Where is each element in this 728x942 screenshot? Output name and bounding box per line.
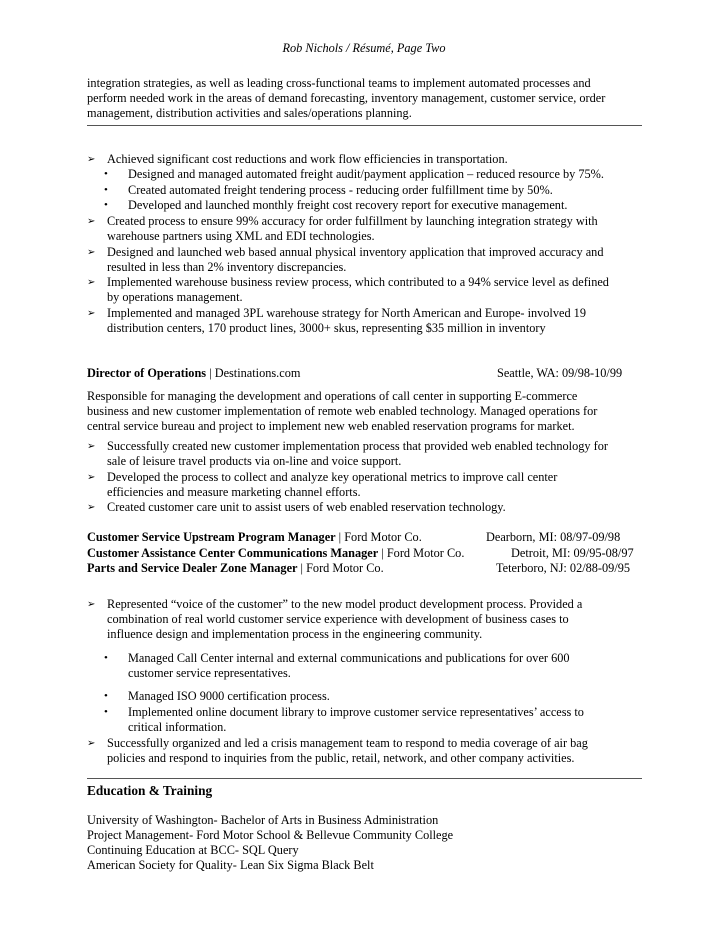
achievement-item: Achieved significant cost reductions and work flow efficiencies in transportation.	[107, 152, 508, 166]
education-item: American Society for Quality- Lean Six Sigma Black Belt	[87, 858, 374, 872]
job-location-dates: Seattle, WA: 09/98-10/99	[497, 366, 623, 380]
job-title: Customer Assistance Center Communications Manager	[87, 546, 379, 560]
achievement-item: Designed and launched web based annual physical inventory application that improved accuracy and	[107, 245, 604, 259]
job-location-dates: Detroit, MI: 09/95-08/97	[511, 546, 634, 560]
job-company: | Ford Motor Co.	[378, 546, 465, 560]
achievement-item-cont: warehouse partners using XML and EDI technologies.	[107, 229, 375, 243]
job-title: Customer Service Upstream Program Manager	[87, 530, 336, 544]
arrow-bullet-icon: ➢	[87, 247, 96, 258]
job-subbullet-cont: critical information.	[128, 720, 227, 734]
arrow-bullet-icon: ➢	[87, 738, 96, 749]
job-title: Director of Operations	[87, 366, 207, 380]
achievement-subitem: Designed and managed automated freight audit/payment application – reduced resource by 75%.	[128, 167, 604, 181]
job-company: | Ford Motor Co.	[297, 561, 384, 575]
job-bullet: Successfully created new customer implementation process that provided web enabled technology for	[107, 439, 608, 453]
job-heading	[87, 530, 422, 545]
job-bullet-cont: sale of leisure travel products via on-line and voice support.	[107, 454, 402, 468]
job-description: central service bureau and project to implement new web enabled reservation programs for market.	[87, 419, 575, 433]
job-heading	[87, 366, 300, 381]
job-subbullet: Managed Call Center internal and external communications and publications for over 600	[128, 651, 570, 665]
arrow-bullet-icon: ➢	[87, 599, 96, 610]
arrow-bullet-icon: ➢	[87, 154, 96, 165]
education-item: Continuing Education at BCC- SQL Query	[87, 843, 299, 857]
bullet-icon: •	[104, 652, 108, 664]
arrow-bullet-icon: ➢	[87, 472, 96, 483]
arrow-bullet-icon: ➢	[87, 216, 96, 227]
job-description: Responsible for managing the development and operations of call center in supporting E-commerce	[87, 389, 578, 403]
job-description: business and new customer implementation of remote web enabled technology. Managed operations for	[87, 404, 598, 418]
job-subbullet-cont: customer service representatives.	[128, 666, 291, 680]
job-bullet-cont: policies and respond to inquiries from the public, retail, network, and other company activities.	[107, 751, 575, 765]
job-location-dates: Teterboro, NJ: 02/88-09/95	[496, 561, 631, 575]
job-heading	[87, 561, 384, 576]
intro-line: perform needed work in the areas of demand forecasting, inventory management, customer service, order	[87, 91, 606, 105]
job-company: | Ford Motor Co.	[335, 530, 422, 544]
job-title: Parts and Service Dealer Zone Manager	[87, 561, 298, 575]
section-title-education: Education & Training	[87, 783, 213, 798]
achievement-subitem: Created automated freight tendering process - reducing order fulfillment time by 50%.	[128, 183, 553, 197]
job-bullet: Developed the process to collect and analyze key operational metrics to improve call center	[107, 470, 558, 484]
bullet-icon: •	[104, 199, 108, 211]
job-company: | Destinations.com	[206, 366, 301, 380]
intro-line: management, distribution activities and sales/operations planning.	[87, 106, 412, 120]
achievement-item-cont: resulted in less than 2% inventory discrepancies.	[107, 260, 347, 274]
achievement-item: Created process to ensure 99% accuracy for order fulfillment by launching integration strategy with	[107, 214, 598, 228]
achievement-item-cont: by operations management.	[107, 290, 243, 304]
bullet-icon: •	[104, 168, 108, 180]
job-bullet: Created customer care unit to assist users of web enabled reservation technology.	[107, 500, 506, 514]
job-bullet-cont: efficiencies and measure marketing channel efforts.	[107, 485, 361, 499]
intro-line: integration strategies, as well as leading cross-functional teams to implement automated processes and	[87, 76, 591, 90]
job-subbullet: Implemented online document library to improve customer service representatives’ access to	[128, 705, 584, 719]
achievement-item: Implemented warehouse business review process, which contributed to a 94% service level as defined	[107, 275, 609, 289]
arrow-bullet-icon: ➢	[87, 441, 96, 452]
job-bullet: Represented “voice of the customer” to the new model product development process. Provided a	[107, 597, 583, 611]
achievement-item: Implemented and managed 3PL warehouse strategy for North American and Europe- involved 19	[107, 306, 586, 320]
arrow-bullet-icon: ➢	[87, 277, 96, 288]
achievement-item-cont: distribution centers, 170 product lines, 3000+ skus, representing $35 million in inventory	[107, 321, 546, 335]
bullet-icon: •	[104, 690, 108, 702]
bullet-icon: •	[104, 706, 108, 718]
job-location-dates: Dearborn, MI: 08/97-09/98	[486, 530, 621, 544]
achievement-subitem: Developed and launched monthly freight cost recovery report for executive management.	[128, 198, 568, 212]
page-header: Rob Nichols / Résumé, Page Two	[282, 41, 446, 55]
job-bullet-cont: influence design and implementation process in the engineering community.	[107, 627, 483, 641]
education-item: Project Management- Ford Motor School & Bellevue Community College	[87, 828, 454, 842]
job-heading	[87, 546, 464, 561]
arrow-bullet-icon: ➢	[87, 502, 96, 513]
divider	[87, 125, 642, 126]
job-bullet: Successfully organized and led a crisis management team to respond to media coverage of air bag	[107, 736, 588, 750]
arrow-bullet-icon: ➢	[87, 308, 96, 319]
job-bullet-cont: combination of real world customer service experience with development of business cases to	[107, 612, 569, 626]
education-item: University of Washington- Bachelor of Arts in Business Administration	[87, 813, 439, 827]
divider	[87, 778, 642, 779]
job-subbullet: Managed ISO 9000 certification process.	[128, 689, 330, 703]
bullet-icon: •	[104, 184, 108, 196]
